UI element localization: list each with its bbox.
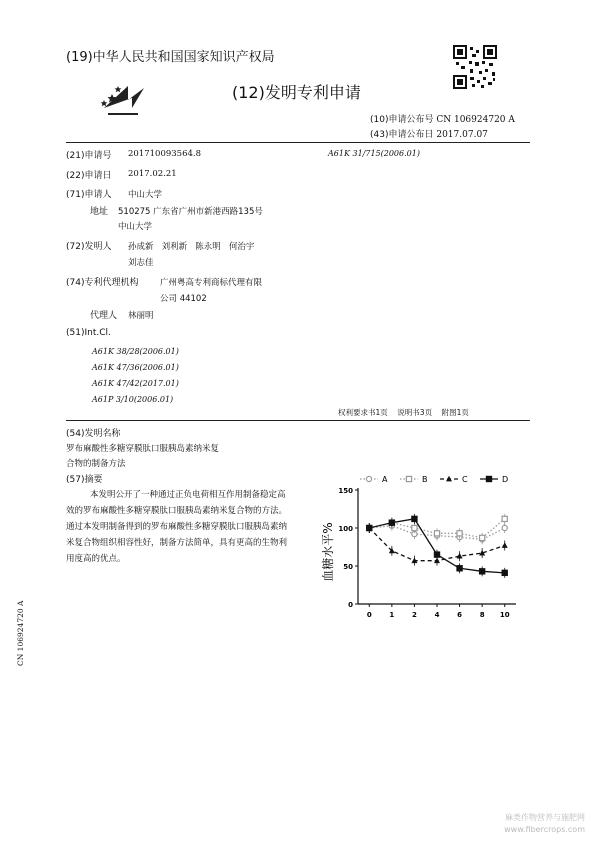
y-tick-label: 100 [338, 525, 353, 533]
qr-code [452, 44, 498, 90]
x-tick-label: 1 [389, 611, 395, 619]
app-date: 2017.02.21 [128, 169, 177, 179]
agent-label: 代理人 [90, 311, 118, 321]
app-no: 201710093564.8 [128, 149, 202, 159]
series-b-point [434, 531, 439, 536]
inventors-line-1: 孙成新 刘利新 陈永明 何治宇 [128, 242, 255, 252]
intcl-item: A61K 38/28(2006.01) [92, 347, 179, 356]
intcl-item: A61K 47/36(2006.01) [92, 363, 179, 372]
series-b-point [457, 531, 462, 536]
y-tick-label: 50 [343, 563, 353, 571]
y-tick-label: 0 [348, 601, 353, 609]
side-pub-number: CN 106924720 A [16, 600, 25, 666]
series-d-point [389, 520, 394, 525]
agency-line-2: 公司 44102 [160, 294, 207, 304]
inventors-label: (72)发明人 [66, 242, 112, 252]
agency-line-1: 广州粤高专利商标代理有限 [160, 278, 263, 288]
intcl-label: (51)Int.Cl. [66, 328, 111, 338]
y-tick-label: 150 [338, 487, 353, 495]
series-d-point [502, 570, 507, 575]
pub-date: 2017.07.07 [436, 130, 488, 140]
abstract-label: (57)摘要 [66, 475, 103, 485]
legend-marker-a [366, 476, 371, 481]
pub-date-label: (43)申请公布日 [370, 130, 434, 140]
app-date-label: (22)申请日 [66, 171, 112, 181]
pub-no: CN 106924720 A [436, 115, 515, 125]
address-line-1: 510275 广东省广州市新港西路135号 [118, 207, 263, 217]
series-d-point [457, 566, 462, 571]
series-b-point [502, 516, 507, 521]
biblio-divider [66, 420, 530, 421]
page-counts: 权利要求书1页 说明书3页 附图1页 [338, 408, 469, 417]
series-c-point [457, 553, 463, 559]
abstract-text: 本发明公开了一种通过正负电荷相互作用制备稳定高效的罗布麻酸性多糖穿膜肽口服胰岛素纳米复合物的方法。通过本发明制备得到的罗布麻酸性多糖穿膜肽口服胰岛素纳米复合物组织相容性好，制备方法简单，具有更高的生物利用度高的优点。 [66, 490, 288, 564]
x-tick-label: 10 [499, 611, 510, 619]
y-axis-label: 血糖水平% [321, 522, 335, 582]
watermark-text: 麻类作物营养与施肥网 [505, 813, 585, 822]
series-a-point [502, 525, 507, 530]
legend-marker-b [406, 476, 411, 481]
legend-label-c: C [462, 475, 468, 484]
pub-no-label: (10)申请公布号 [370, 115, 434, 125]
legend-label-a: A [382, 475, 388, 484]
x-tick-label: 2 [411, 611, 417, 619]
x-tick-label: 8 [479, 611, 485, 619]
legend-marker-d [486, 476, 491, 481]
inventors-line-2: 刘志佳 [128, 258, 154, 268]
app-no-label: (21)申请号 [66, 151, 112, 161]
applicant: 中山大学 [128, 190, 163, 200]
address-label: 地址 [90, 207, 109, 217]
blood-glucose-chart [312, 470, 524, 630]
legend-label-b: B [422, 475, 428, 484]
watermark-url: www.fibercrops.com [504, 825, 585, 834]
ipc-main: A61K 31/715(2006.01) [328, 149, 420, 158]
series-d-point [434, 552, 439, 557]
series-b-point [412, 525, 417, 530]
applicant-label: (71)申请人 [66, 190, 112, 200]
series-c-point [502, 542, 508, 548]
document-type: (12)发明专利申请 [232, 83, 361, 102]
series-d-point [480, 569, 485, 574]
invention-title-line-1: 罗布麻酸性多糖穿膜肽口服胰岛素纳米复 [66, 444, 220, 454]
invention-title-line-2: 合物的制备方法 [66, 459, 126, 469]
title-label: (54)发明名称 [66, 429, 121, 439]
x-tick-label: 0 [366, 611, 372, 619]
cnipa-logo [98, 78, 150, 122]
legend-label-d: D [502, 475, 509, 484]
series-d-point [412, 516, 417, 521]
x-tick-label: 6 [457, 611, 463, 619]
agent: 林丽明 [128, 311, 154, 321]
address-line-2: 中山大学 [118, 222, 153, 232]
series-b-point [480, 535, 485, 540]
intcl-item: A61P 3/10(2006.01) [92, 395, 174, 404]
x-tick-label: 4 [434, 611, 440, 619]
office-name: (19)中华人民共和国国家知识产权局 [66, 50, 275, 65]
intcl-item: A61K 47/42(2017.01) [92, 379, 179, 388]
series-d-point [367, 525, 372, 530]
header-divider [66, 142, 530, 143]
agency-label: (74)专利代理机构 [66, 278, 139, 288]
legend-marker-c [446, 476, 452, 482]
